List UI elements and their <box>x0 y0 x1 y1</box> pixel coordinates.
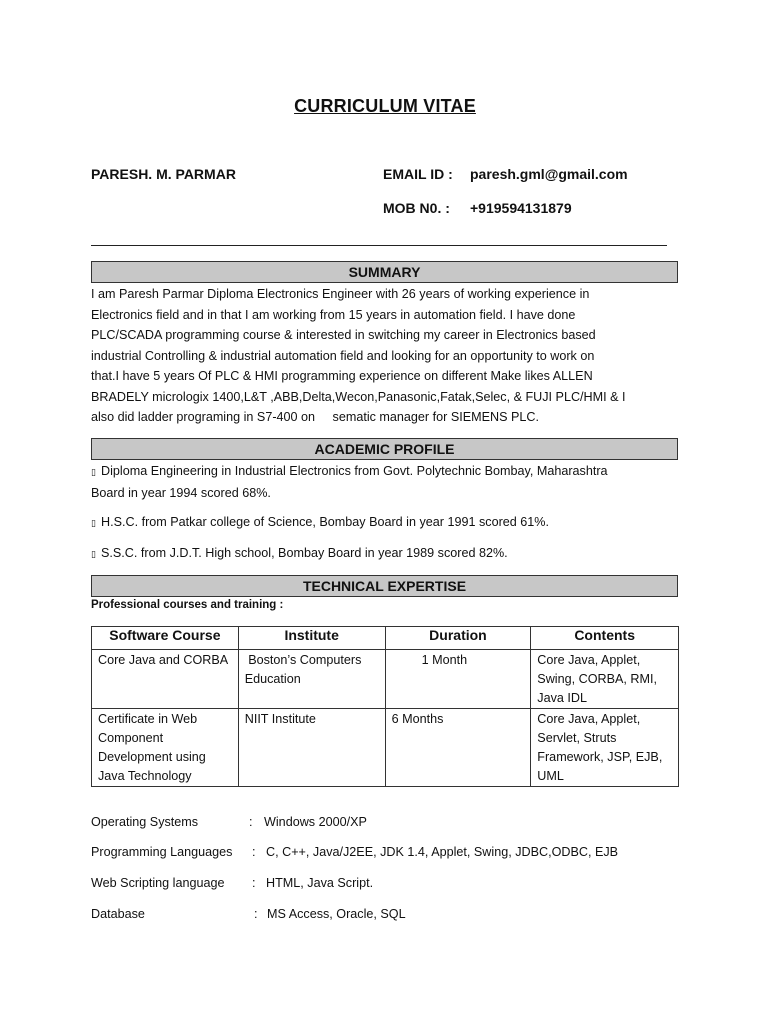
candidate-name: PARESH. M. PARMAR <box>91 166 236 182</box>
institute-cell <box>238 650 385 709</box>
column-header: Contents <box>531 627 679 650</box>
column-header: Software Course <box>92 627 239 650</box>
skill-label: Web Scripting language <box>91 876 225 890</box>
skill-value: C, C++, Java/J2EE, JDK 1.4, Applet, Swing, JDBC,ODBC, EJB <box>266 845 619 859</box>
skill-value: MS Access, Oracle, SQL <box>267 907 406 921</box>
header-divider <box>91 245 667 246</box>
contents-cell <box>531 650 679 709</box>
cell-line: Education <box>244 672 301 686</box>
bullet-icon: ▯ <box>91 549 96 559</box>
bullet-icon: ▯ <box>91 518 96 528</box>
contents-cell <box>531 709 679 787</box>
skill-label: Programming Languages <box>91 845 233 859</box>
courses-subheading: Professional courses and training : <box>91 599 284 611</box>
table-header-row <box>92 627 679 650</box>
skill-separator: : <box>252 845 256 859</box>
academic-item-text: Diploma Engineering in Industrial Electronics from Govt. Polytechnic Bombay, Maharashtra <box>101 464 608 478</box>
table-row <box>92 709 679 787</box>
skill-value: Windows 2000/XP <box>264 815 367 829</box>
course-cell <box>92 709 239 787</box>
document-title: CURRICULUM VITAE <box>294 96 476 116</box>
summary-text <box>91 284 671 428</box>
academic-item-text: H.S.C. from Patkar college of Science, Bombay Board in year 1991 scored 61%. <box>101 515 550 529</box>
cell-line: Core Java and CORBA <box>98 653 229 667</box>
summary-heading: SUMMARY <box>91 261 678 283</box>
skill-separator: : <box>249 815 253 829</box>
cell-line: Core Java, Applet, <box>537 712 641 726</box>
summary-line: BRADELY micrologix 1400,L&T ,ABB,Delta,Wecon,Panasonic,Fatak,Selec, & FUJI PLC/HMI & I <box>91 389 626 404</box>
cell-line: Java Technology <box>98 769 192 783</box>
table-row <box>92 650 679 709</box>
cell-line: UML <box>537 769 564 783</box>
summary-line: industrial Controlling & industrial automation field and looking for an opportunity to work on <box>91 348 595 363</box>
academic-item <box>91 512 671 534</box>
cell-line: Java IDL <box>537 691 587 705</box>
summary-line: also did ladder programing in S7-400 on sematic manager for SIEMENS PLC. <box>91 410 539 424</box>
course-cell <box>92 650 239 709</box>
summary-line: Electronics field and in that I am working from 15 years in automation field. I have done <box>91 307 576 322</box>
institute-cell <box>238 709 385 787</box>
summary-line: that.I have 5 years Of PLC & HMI programming experience on different Make likes ALLEN <box>91 369 593 383</box>
technical-heading: TECHNICAL EXPERTISE <box>91 575 678 597</box>
summary-line: PLC/SCADA programming course & interested in switching my career in Electronics based <box>91 328 596 342</box>
summary-line: I am Paresh Parmar Diploma Electronics Engineer with 26 years of working experience in <box>91 287 590 301</box>
cell-line: Development using <box>98 750 206 764</box>
courses-table <box>91 626 679 787</box>
skill-label: Operating Systems <box>91 815 199 829</box>
cell-line: Framework, JSP, EJB, <box>537 750 663 764</box>
academic-heading: ACADEMIC PROFILE <box>91 438 678 460</box>
cell-line: Component <box>98 731 164 745</box>
cell-line: Certificate in Web <box>98 712 198 726</box>
cell-line: NIIT Institute <box>244 712 316 726</box>
column-header: Duration <box>385 627 531 650</box>
cell-line: 6 Months <box>391 712 444 726</box>
cell-line: Boston’s Computers <box>244 653 362 667</box>
bullet-icon: ▯ <box>91 467 96 477</box>
cell-line: Servlet, Struts <box>537 731 617 745</box>
email-label: EMAIL ID : <box>383 166 453 182</box>
mobile-label: MOB N0. : <box>383 200 450 216</box>
skill-label: Database <box>91 907 145 921</box>
skill-value: HTML, Java Script. <box>266 876 374 890</box>
duration-cell <box>385 709 531 787</box>
duration-cell <box>385 650 531 709</box>
cell-line: Swing, CORBA, RMI, <box>537 672 657 686</box>
cell-line: 1 Month <box>421 653 468 667</box>
academic-item-text: Board in year 1994 scored 68%. <box>91 485 271 500</box>
skill-separator: : <box>254 907 258 921</box>
academic-item <box>91 543 671 565</box>
skill-separator: : <box>252 876 256 890</box>
academic-item-text: S.S.C. from J.D.T. High school, Bombay Board in year 1989 scored 82%. <box>101 546 508 560</box>
email-value: paresh.gml@gmail.com <box>470 166 628 182</box>
mobile-value: +919594131879 <box>470 200 572 216</box>
academic-item <box>91 461 671 503</box>
cell-line: Core Java, Applet, <box>537 653 641 667</box>
column-header: Institute <box>238 627 385 650</box>
